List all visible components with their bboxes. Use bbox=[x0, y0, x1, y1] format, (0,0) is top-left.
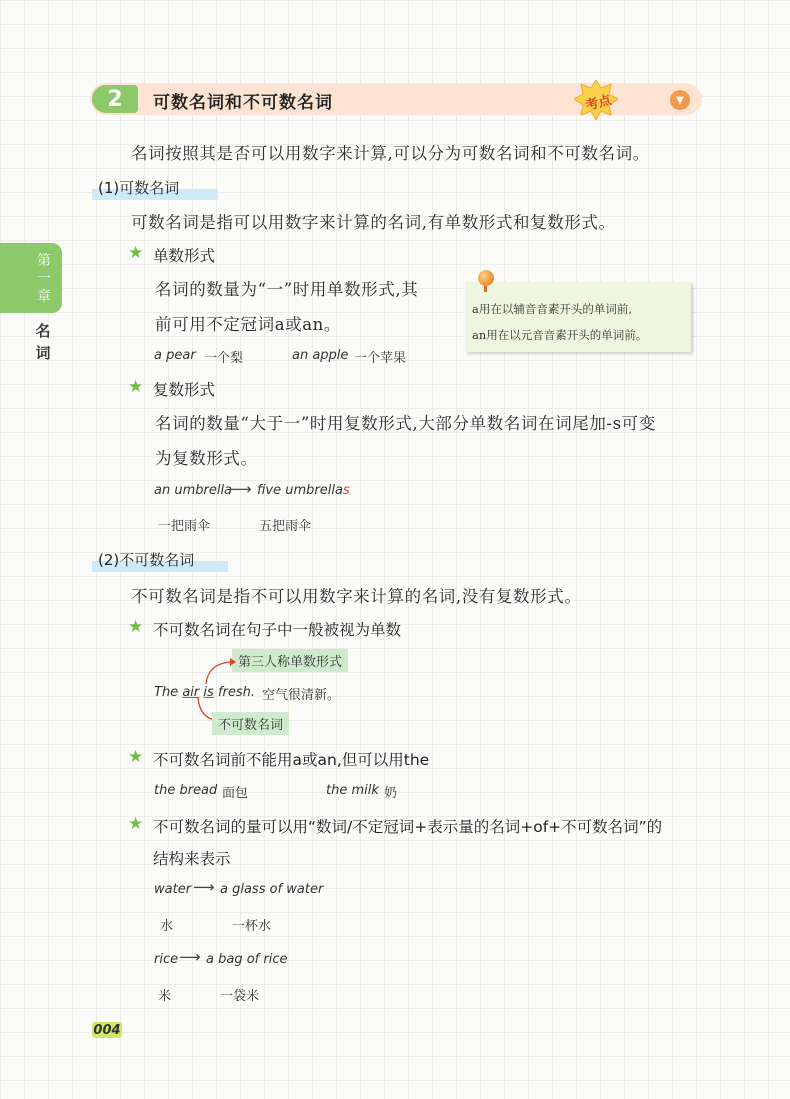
plural-title: 复数形式 bbox=[153, 381, 216, 399]
chapter-label: 第 一 章 bbox=[37, 253, 51, 305]
intro-text: 名词按照其是否可以用数字来计算,可以分为可数名词和不可数名词。 bbox=[131, 144, 650, 163]
section-number: 2 bbox=[92, 85, 138, 113]
arrow-right-icon: ⟶ bbox=[179, 948, 201, 966]
underlined-word: is bbox=[203, 685, 214, 700]
pin-icon bbox=[478, 270, 494, 286]
example-en: water bbox=[154, 882, 192, 897]
example-en-plural: five umbrellas bbox=[257, 483, 350, 498]
plural-suffix: s bbox=[342, 483, 350, 498]
note-line1: a用在以辅音音素开头的单词前, bbox=[472, 302, 633, 316]
star-icon: ★ bbox=[128, 377, 144, 397]
example-en: a glass of water bbox=[220, 882, 324, 897]
example-zh: 一袋米 bbox=[220, 989, 260, 1004]
underlined-word: air bbox=[182, 685, 200, 700]
chapter-name: 名 词 bbox=[35, 322, 51, 362]
example-en: an umbrella bbox=[154, 483, 233, 498]
example-zh: 奶 bbox=[384, 786, 398, 801]
star-icon: ★ bbox=[128, 747, 144, 767]
example-zh: 米 bbox=[158, 989, 172, 1004]
example-zh: 五把雨伞 bbox=[259, 519, 312, 534]
example-en: the milk bbox=[326, 783, 379, 798]
example-en: a bag of rice bbox=[206, 952, 288, 967]
example-zh: 一把雨伞 bbox=[158, 519, 211, 534]
page-number: 004 bbox=[93, 1022, 121, 1038]
example-en: the bread bbox=[154, 783, 218, 798]
example-zh: 水 bbox=[160, 919, 174, 934]
example-zh: 一个梨 bbox=[204, 351, 244, 366]
example-en: an apple bbox=[292, 348, 349, 363]
star-icon: ★ bbox=[128, 243, 144, 263]
example-zh: 面包 bbox=[222, 786, 249, 801]
point3-line1: 不可数名词的量可以用“数词/不定冠词+表示量的名词+of+不可数名词”的 bbox=[153, 818, 663, 836]
uncountable-definition: 不可数名词是指不可以用数字来计算的名词,没有复数形式。 bbox=[131, 587, 582, 606]
point3-line2: 结构来表示 bbox=[153, 850, 231, 868]
singular-line2: 前可用不定冠词a或an。 bbox=[155, 315, 342, 334]
singular-title: 单数形式 bbox=[153, 247, 216, 265]
countable-heading: (1)可数名词 bbox=[92, 176, 218, 200]
arrow-right-icon: ⟶ bbox=[193, 878, 215, 896]
uncountable-heading: (2)不可数名词 bbox=[92, 548, 228, 572]
star-icon: ★ bbox=[128, 814, 144, 834]
exam-point-badge: 考点 bbox=[584, 93, 613, 114]
point1-title: 不可数名词在句子中一般被视为单数 bbox=[153, 621, 402, 639]
section-title: 可数名词和不可数名词 bbox=[153, 93, 333, 113]
note-line2: an用在以元音音素开头的单词前。 bbox=[472, 328, 648, 342]
example-zh: 空气很清新。 bbox=[262, 688, 341, 703]
third-person-tag: 第三人称单数形式 bbox=[232, 649, 348, 672]
collapse-icon[interactable]: ▼ bbox=[670, 90, 690, 110]
example-en: a pear bbox=[154, 348, 196, 363]
example-zh: 一杯水 bbox=[232, 919, 272, 934]
countable-definition: 可数名词是指可以用数字来计算的名词,有单数形式和复数形式。 bbox=[131, 213, 616, 232]
star-icon: ★ bbox=[128, 617, 144, 637]
example-en: rice bbox=[154, 952, 179, 967]
plural-line2: 为复数形式。 bbox=[155, 449, 258, 468]
example-sentence: The air is fresh. bbox=[154, 685, 256, 700]
singular-line1: 名词的数量为“一”时用单数形式,其 bbox=[155, 280, 419, 299]
arrow-right-icon: ⟶ bbox=[230, 480, 252, 498]
uncountable-tag: 不可数名词 bbox=[212, 712, 289, 735]
example-zh: 一个苹果 bbox=[354, 351, 407, 366]
point2-title: 不可数名词前不能用a或an,但可以用the bbox=[153, 751, 430, 769]
plural-line1: 名词的数量“大于一”时用复数形式,大部分单数名词在词尾加-s可变 bbox=[155, 414, 656, 433]
